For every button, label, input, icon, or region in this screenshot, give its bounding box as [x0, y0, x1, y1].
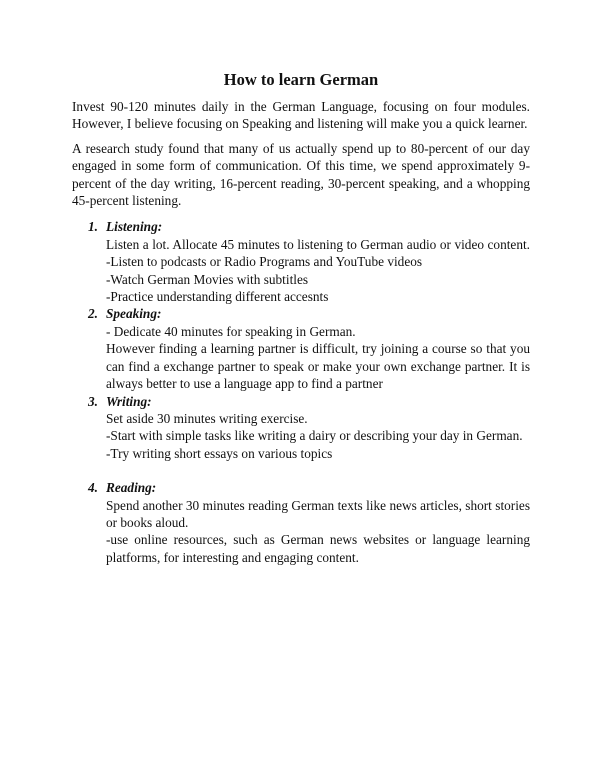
section-heading-listening: Listening:	[106, 219, 163, 235]
list-item-speaking	[72, 305, 530, 392]
section-heading-reading: Reading:	[106, 480, 157, 496]
section-line: - Dedicate 40 minutes for speaking in German.	[106, 323, 356, 339]
list-item-number: 1.	[88, 219, 98, 235]
section-line: However finding a learning partner is difficult, try joining a course so that you can find a exchange partner to speak or make your own exchange partner. It is always better to use a language app to find a partner	[106, 341, 530, 392]
section-line: Spend another 30 minutes reading German texts like news articles, short stories or books aloud.	[106, 497, 530, 530]
section-line: -Practice understanding different accesnts	[106, 289, 329, 305]
section-heading-speaking: Speaking:	[106, 306, 162, 322]
list-item-number: 4.	[88, 480, 98, 496]
research-paragraph: A research study found that many of us actually spend up to 80-percent of our day engaged in some form of communication. Of this time, we spend approximately 9-percent of the day writing, 16-percent reading, 30-percent speaking, and a whopping 45-percent listening.	[72, 140, 530, 209]
section-line: -Try writing short essays on various topics	[106, 445, 333, 461]
modules-list	[72, 218, 530, 566]
section-line: Listen a lot. Allocate 45 minutes to listening to German audio or video content. -Listen to podcasts or Radio Programs and YouTube videos	[106, 236, 530, 270]
section-line: Set aside 30 minutes writing exercise.	[106, 410, 308, 426]
list-item-number: 2.	[88, 306, 98, 322]
document-title: How to learn German	[223, 70, 379, 89]
list-item-listening	[72, 218, 530, 305]
list-item-writing	[72, 393, 530, 463]
intro-paragraph: Invest 90-120 minutes daily in the German Language, focusing on four modules. However, I believe focusing on Speaking and listening will make you a quick learner.	[72, 99, 530, 132]
section-line: -use online resources, such as German news websites or language learning platforms, for interesting and engaging content.	[106, 532, 530, 565]
section-line: -Watch German Movies with subtitles	[106, 271, 309, 287]
section-heading-writing: Writing:	[106, 393, 152, 409]
list-item-number: 3.	[88, 393, 98, 409]
list-item-reading	[72, 479, 530, 566]
section-line: -Start with simple tasks like writing a dairy or describing your day in German.	[106, 428, 523, 444]
document-page	[72, 70, 530, 566]
